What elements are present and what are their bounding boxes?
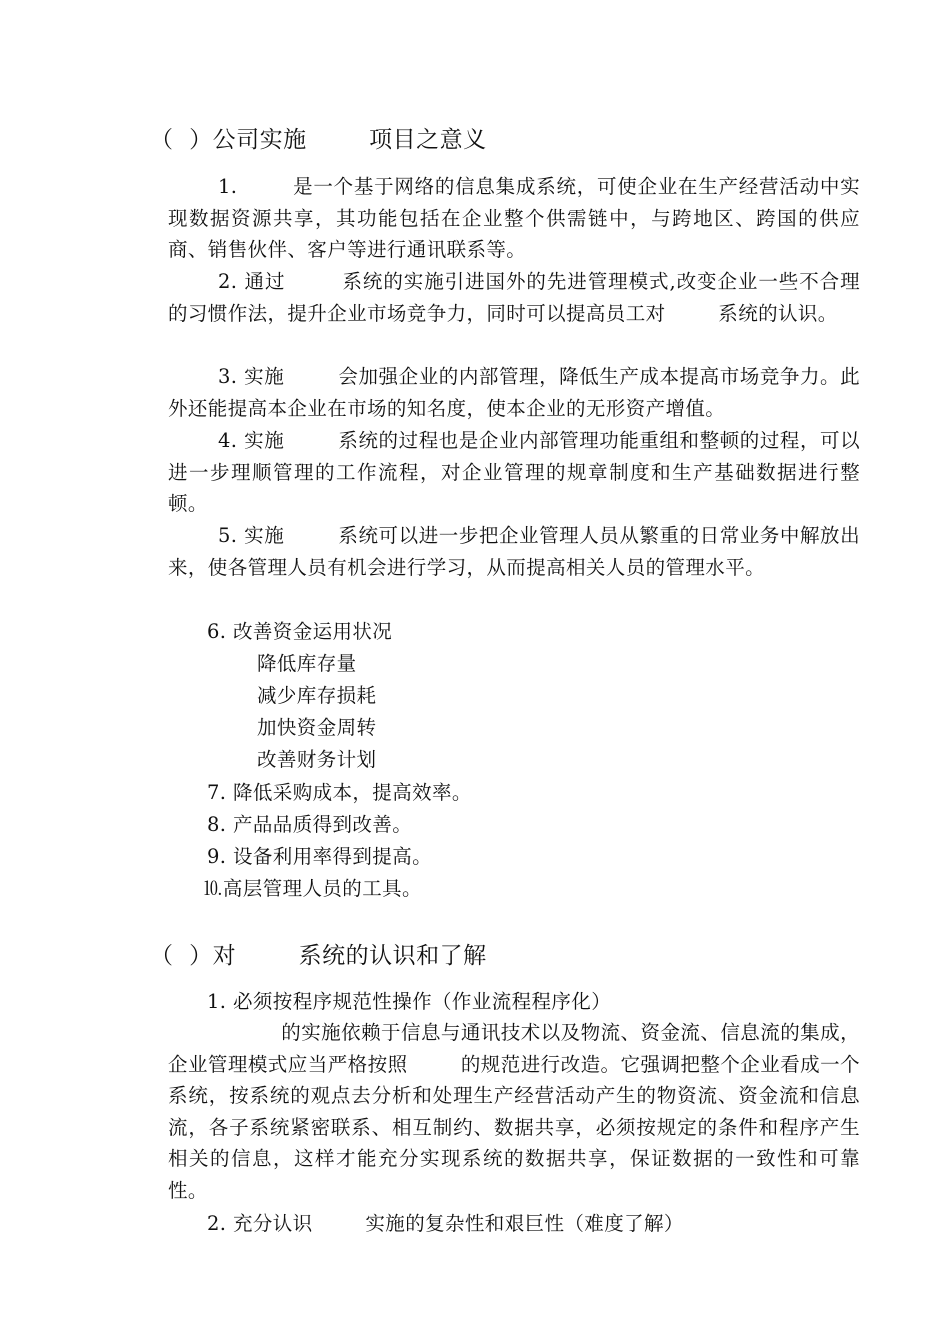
item6-sub-1: 降低库存量: [257, 652, 357, 675]
item6-sub-4: 改善财务计划: [257, 748, 377, 771]
section2-item-1-title: 1. 必须按程序规范性操作（作业流程程序化）: [207, 990, 612, 1013]
section1-item-2: 2. 通过 系统的实施引进国外的先进管理模式,改变企业一些不合理的习惯作法，提升企业市场竞争力，同时可以提高员工对 系统的认识。: [168, 270, 860, 325]
section2-heading: （ ）对 系统的认识和了解: [150, 943, 487, 969]
section1-item-7: 7. 降低采购成本，提高效率。: [207, 781, 472, 804]
section1-item-5: 5. 实施 系统可以进一步把企业管理人员从繁重的日常业务中解放出来，使各管理人员有机会进行学习，从而提高相关人员的管理水平。: [168, 524, 860, 579]
section1-item-3: 3. 实施 会加强企业的内部管理，降低生产成本提高市场竞争力。此外还能提高本企业在市场的知名度，使本企业的无形资产增值。: [168, 365, 860, 420]
section2-item-1-body: 的实施依赖于信息与通讯技术以及物流、资金流、信息流的集成，企业管理模式应当严格按照 的规范进行改造。它强调把整个企业看成一个系统，按系统的观点去分析和处理生产经营活动产生的物资流、资金流和信息流，各子系统紧密联系、相互制约、数据共享，必须按规定的条件和程序产生相关的信息，这样才能充分实现系统的数据共享，保证数据的一致性和可靠性。: [168, 1021, 860, 1202]
item6-sub-3: 加快资金周转: [257, 716, 377, 739]
item6-sub-2: 减少库存损耗: [257, 684, 377, 707]
section2-item-2-title: 2. 充分认识 实施的复杂性和艰巨性（难度了解）: [207, 1212, 684, 1235]
section1-item-1: 1. 是一个基于网络的信息集成系统，可使企业在生产经营活动中实现数据资源共享，其功能包括在企业整个供需链中，与跨地区、跨国的供应商、销售伙伴、客户等进行通讯联系等。: [168, 175, 860, 261]
section1-item-4: 4. 实施 系统的过程也是企业内部管理功能重组和整顿的过程，可以进一步理顺管理的工作流程，对企业管理的规章制度和生产基础数据进行整顿。: [168, 429, 860, 515]
section1-item-8: 8. 产品品质得到改善。: [207, 813, 413, 836]
section1-item-6: 6. 改善资金运用状况: [207, 620, 393, 643]
section1-item-10: ⒑高层管理人员的工具。: [203, 877, 422, 900]
section1-heading: （ ）公司实施 项目之意义: [150, 127, 487, 153]
section1-item-9: 9. 设备利用率得到提高。: [207, 845, 433, 868]
